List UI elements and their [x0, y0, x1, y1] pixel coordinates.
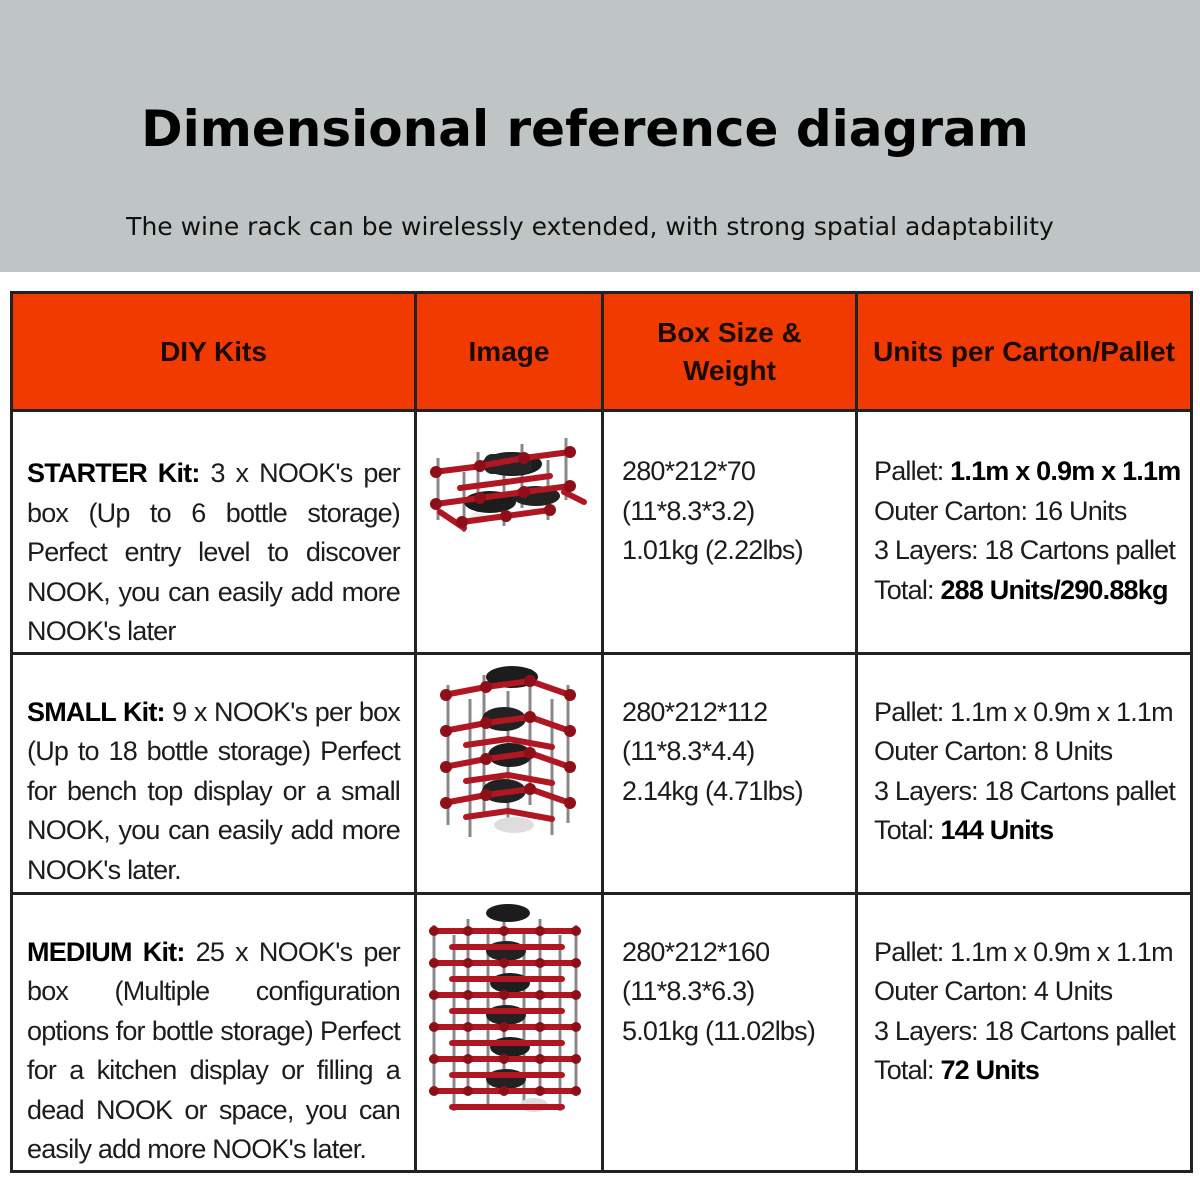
pallet-size	[874, 452, 1190, 492]
kit-desc-text: 3 x NOOK's per box (Up to 6 bottle storage) Perfect entry level to discover NOOK, you can easily add more NOOK's later	[27, 458, 400, 646]
table-row	[12, 411, 1192, 654]
outer-carton: Outer Carton: 16 Units	[874, 495, 1127, 526]
kit-description	[12, 653, 416, 893]
total	[874, 811, 1190, 851]
column-header-image: Image	[416, 293, 603, 411]
wine-rack-small-icon	[434, 655, 584, 845]
box-weight: 1.01kg (2.22lbs)	[622, 535, 803, 565]
total-label: Total:	[874, 1055, 941, 1085]
pallet-value: 1.1m x 0.9m x 1.1m	[950, 456, 1181, 486]
kit-image	[416, 653, 603, 893]
kit-desc-text: 9 x NOOK's per box (Up to 18 bottle storage) Perfect for bench top display or a small NOOK, you can easily add more NOOK's later.	[27, 696, 401, 885]
layers: 3 Layers: 18 Cartons pallet	[874, 1015, 1176, 1046]
box-size-mm: 280*212*70	[622, 456, 756, 486]
box-size-mm: 280*212*160	[622, 936, 770, 967]
kit-image	[416, 411, 603, 654]
total	[874, 1051, 1190, 1091]
wine-rack-medium-icon	[424, 895, 594, 1125]
total-value: 144 Units	[940, 815, 1054, 845]
box-size-in: (11*8.3*3.2)	[622, 495, 755, 526]
pallet-label: Pallet:	[874, 456, 951, 486]
box-weight: 2.14kg (4.71lbs)	[622, 775, 803, 806]
wine-rack-starter-icon	[424, 412, 594, 542]
kit-description	[12, 893, 416, 1171]
column-header-kits: DIY Kits	[12, 293, 416, 411]
outer-carton: Outer Carton: 8 Units	[874, 736, 1113, 766]
box-size-cell	[603, 893, 857, 1171]
kit-description	[12, 411, 416, 654]
page-subtitle: The wine rack can be wirelessly extended, with strong spatial adaptability	[126, 212, 1054, 241]
kit-desc-text: 25 x NOOK's per box (Multiple configuration options for bottle storage) Perfect for a kitchen display or filling a dead NOOK or space, you can easily add more NOOK's later.	[27, 936, 400, 1164]
total	[874, 571, 1190, 611]
layers: 3 Layers: 18 Cartons pallet	[874, 535, 1176, 565]
table-row	[12, 893, 1192, 1171]
layers: 3 Layers: 18 Cartons pallet	[874, 775, 1176, 806]
spec-table	[10, 291, 1193, 1173]
total-label: Total:	[874, 815, 941, 845]
kit-name: MEDIUM Kit:	[27, 936, 185, 967]
units-cell	[857, 411, 1192, 654]
title-banner	[0, 0, 1200, 272]
units-cell	[857, 893, 1192, 1171]
units-cell	[857, 653, 1192, 893]
table-header-row	[12, 293, 1192, 411]
total-value: 72 Units	[940, 1055, 1040, 1085]
box-size-in: (11*8.3*6.3)	[622, 976, 755, 1006]
pallet-size: Pallet: 1.1m x 0.9m x 1.1m	[874, 936, 1173, 967]
column-header-units: Units per Carton/Pallet	[857, 293, 1192, 411]
box-size-mm: 280*212*112	[622, 696, 768, 727]
page-title: Dimensional reference diagram	[141, 100, 1029, 158]
kit-name: STARTER Kit:	[27, 458, 200, 488]
pallet-size: Pallet: 1.1m x 0.9m x 1.1m	[874, 696, 1173, 727]
box-weight: 5.01kg (11.02lbs)	[622, 1015, 816, 1046]
outer-carton: Outer Carton: 4 Units	[874, 976, 1113, 1006]
kit-image	[416, 893, 603, 1171]
box-size-in: (11*8.3*4.4)	[622, 736, 755, 766]
box-size-cell	[603, 653, 857, 893]
total-label: Total:	[874, 574, 941, 605]
kit-name: SMALL Kit:	[27, 696, 165, 727]
table-row	[12, 653, 1192, 893]
column-header-box-size: Box Size & Weight	[603, 293, 857, 411]
box-size-cell	[603, 411, 857, 654]
total-value: 288 Units/290.88kg	[940, 574, 1168, 605]
